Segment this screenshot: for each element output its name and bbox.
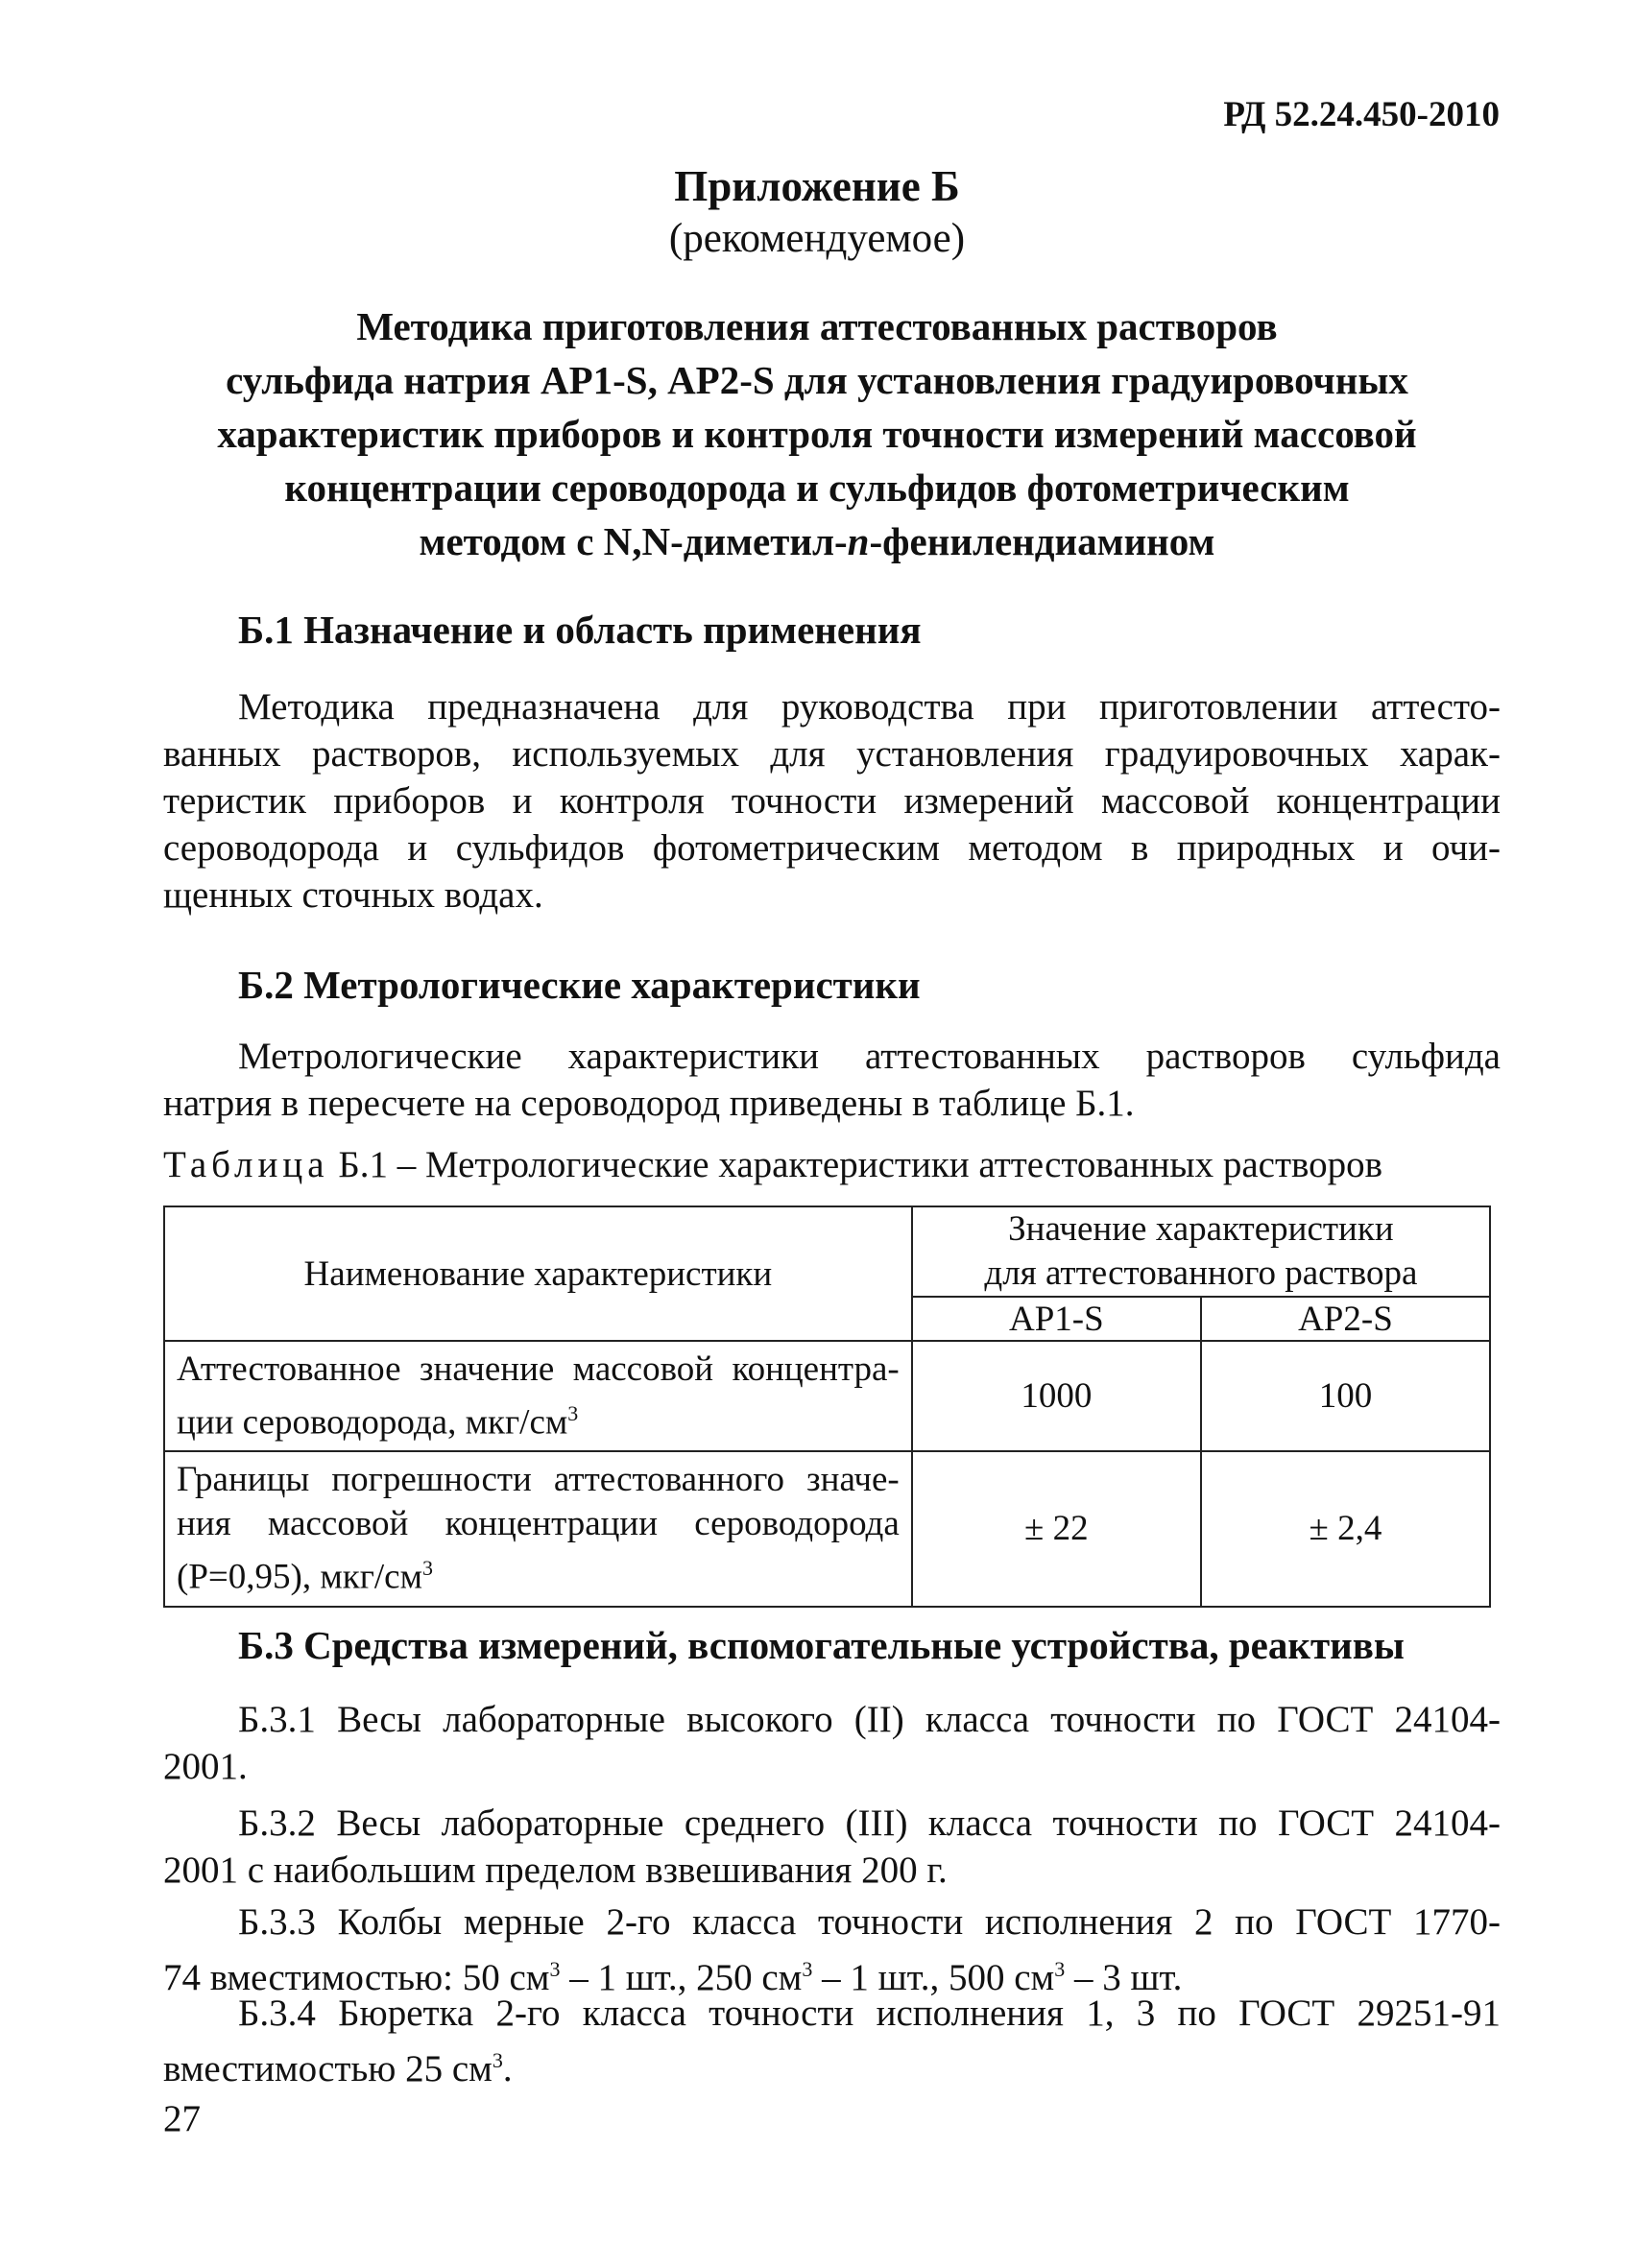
section-heading-b2: Б.2 Метрологические характеристики <box>238 963 921 1007</box>
table-caption: Таблица Б.1 – Метрологические характеристики аттестованных растворов <box>163 1144 1383 1185</box>
table-header-name: Наименование характеристики <box>164 1206 912 1341</box>
table-header-ar1: АР1-S <box>912 1297 1201 1341</box>
method-title-line: концентрации сероводорода и сульфидов фотометрическим <box>284 466 1350 510</box>
method-title-line: характеристик приборов и контроля точности измерений массовой <box>217 412 1417 456</box>
table-cell-ar2: 100 <box>1201 1341 1490 1451</box>
method-title-line: методом с N,N-диметил-п-фенилендиамином <box>419 519 1215 563</box>
table-row <box>164 1451 1490 1606</box>
table-header-value-group: Значение характеристики для аттестованного раствора <box>912 1206 1490 1297</box>
item-b3-1: Б.3.1 Весы лабораторные высокого (II) класса точности по ГОСТ 24104- 2001. <box>163 1699 1501 1787</box>
table-cell-name: Аттестованное значение массовой концентра- ции сероводорода, мкг/$см^3$ <box>164 1341 912 1451</box>
method-title-line: сульфида натрия АР1-S, АР2-S для установления градуировочных <box>226 358 1408 402</box>
section-b2-paragraph: Метрологические характеристики аттестованных растворов сульфида натрия в пересчете на сероводород приведены в таблице Б.1. <box>163 1036 1501 1124</box>
table-cell-ar1: ± 22 <box>912 1451 1201 1606</box>
appendix-title: Приложение Б <box>674 162 960 210</box>
metrology-table <box>163 1206 1491 1608</box>
method-title <box>0 299 1634 568</box>
appendix-subtitle: (рекомендуемое) <box>668 216 966 261</box>
item-b3-2: Б.3.2 Весы лабораторные среднего (III) класса точности по ГОСТ 24104- 2001 с наибольшим пределом взвешивания 200 г. <box>163 1802 1501 1891</box>
table-cell-ar1: 1000 <box>912 1341 1201 1451</box>
page-number: 27 <box>163 2098 201 2139</box>
document-code: РД 52.24.450-2010 <box>1223 95 1500 134</box>
item-b3-3: Б.3.3 Колбы мерные 2-го класса точности исполнения 2 по ГОСТ 1770- 74 вместимостью: 50 $см^3 - 1$ шт., 250 $см^3 - 1$ шт., 500 $см^3 - 3$ шт. <box>163 1901 1501 1998</box>
method-title-line: Методика приготовления аттестованных растворов <box>356 304 1278 348</box>
item-b3-4: Б.3.4 Бюретка 2-го класса точности исполнения 1, 3 по ГОСТ 29251-91 вместимостью 25 $см^3$. <box>163 1993 1501 2089</box>
section-heading-b3: Б.3 Средства измерений, вспомогательные устройства, реактивы <box>238 1623 1405 1667</box>
table-header-ar2: АР2-S <box>1201 1297 1490 1341</box>
table-cell-ar2: ± 2,4 <box>1201 1451 1490 1606</box>
table-row <box>164 1341 1490 1451</box>
section-heading-b1: Б.1 Назначение и область применения <box>238 608 922 652</box>
section-b1-paragraph: Методика предназначена для руководства при приготовлении аттесто- ванных растворов, используемых для установления градуировочных харак- теристик приборов и контроля точности измерений массовой концентрации сероводорода и сульфидов фотометрическим методом в природных и очи- щенных сточных водах. <box>163 686 1501 916</box>
table-cell-name: Границы погрешности аттестованного значе- ния массовой концентрации сероводорода (Р=0,95), мкг/$см^3$ <box>164 1451 912 1606</box>
